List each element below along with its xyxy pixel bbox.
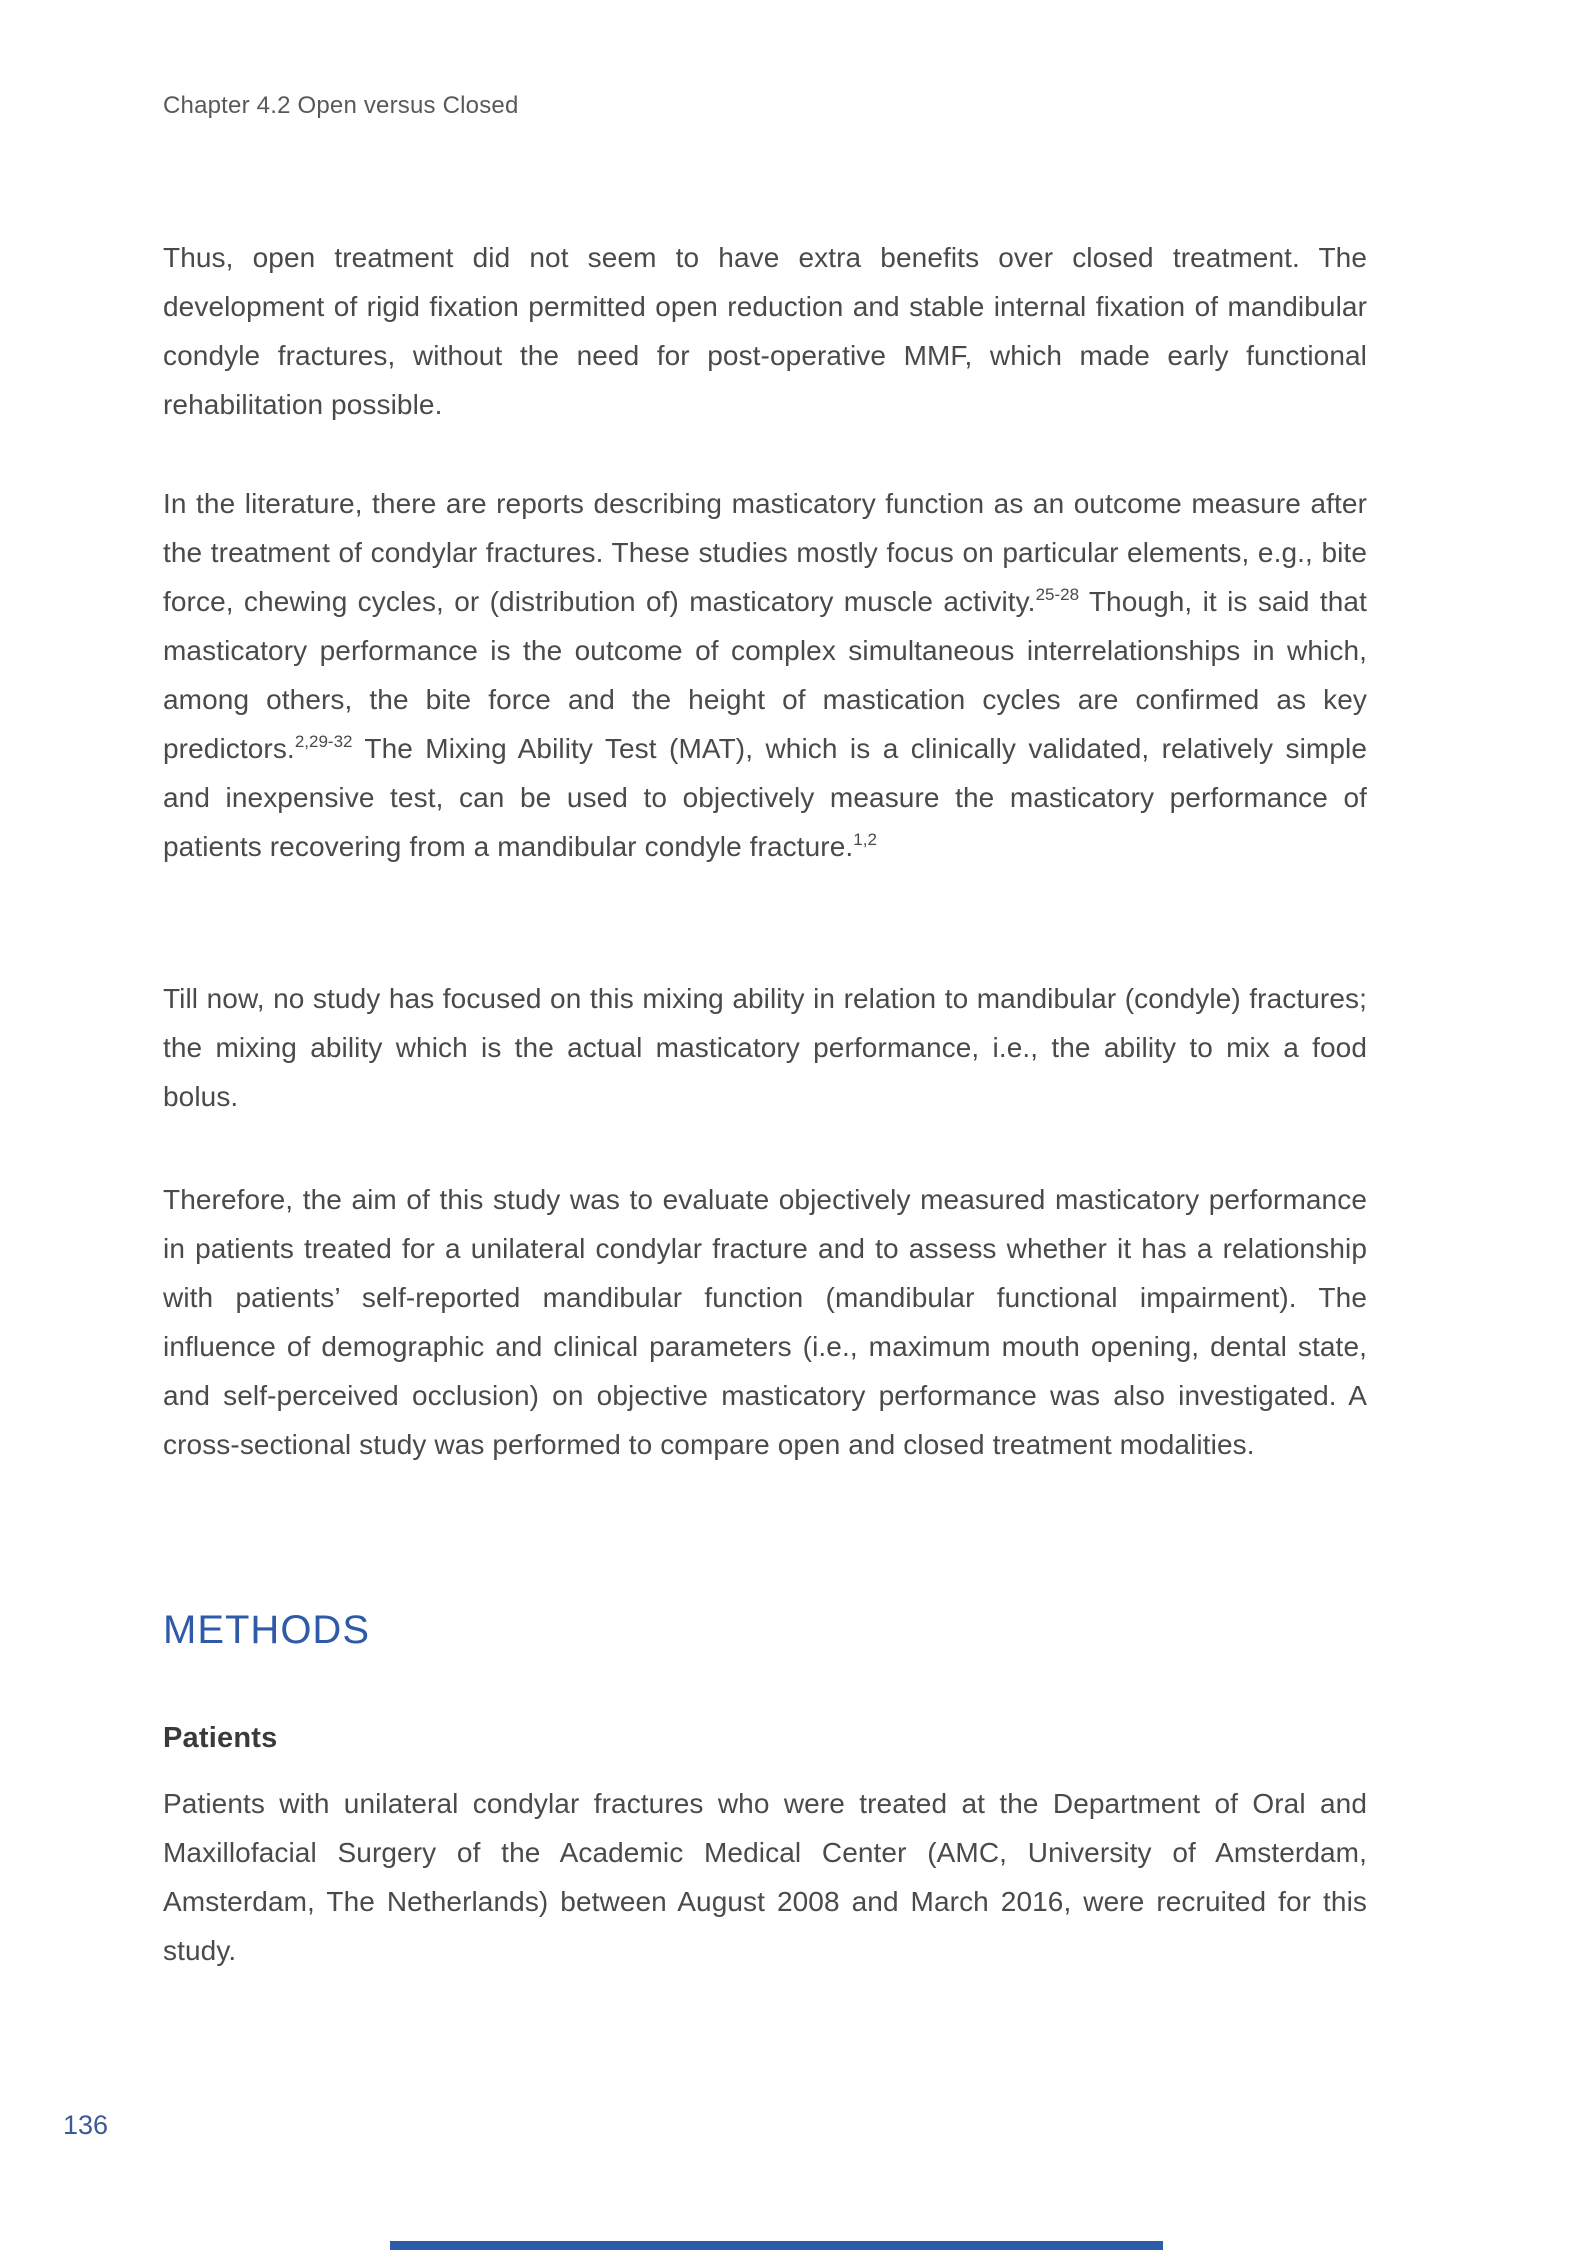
p2-segment-1: In the literature, there are reports describing masticatory function as an outcome measure after the treatment of condylar fractures. These studies mostly focus on particular elements, e.g., bite force, chewing cycles, or (distribution of) masticatory muscle activity. [163, 488, 1367, 617]
paragraph-study-aim: Therefore, the aim of this study was to evaluate objectively measured masticatory performance in patients treated for a unilateral condylar fracture and to assess whether it has a relationship with patients’ self-reported mandibular function (mandibular functional impairment). The influence of demographic and clinical parameters (i.e., maximum mouth opening, dental state, and self-perceived occlusion) on objective masticatory performance was also investigated. A cross-sectional study was performed to compare open and closed treatment modalities. [163, 1184, 1367, 1460]
p2-segment-3: The Mixing Ability Test (MAT), which is a clinically validated, relatively simple and inexpensive test, can be used to objectively measure the masticatory performance of patients recovering from a mandibular condyle fracture. [163, 733, 1368, 862]
reference-superscript: 2,29-32 [294, 732, 353, 751]
p2-segment-2: Though, it is said that masticatory performance is the outcome of complex simultaneous interrelationships in which, among others, the bite force and the height of mastication cycles are confirmed as key predictors. [163, 586, 1367, 764]
footer-accent-bar [390, 2241, 1163, 2250]
methods-section-heading: METHODS [163, 1608, 370, 1652]
reference-superscript: 25-28 [1035, 585, 1080, 604]
paragraph-literature-mat [163, 479, 1367, 871]
paragraph-patients: Patients with unilateral condylar fractures who were treated at the Department of Oral and Maxillofacial Surgery of the Academic Medical Center (AMC, University of Amsterdam, Amsterdam, The Netherlands) between August 2008 and March 2016, were recruited for this study. [163, 1788, 1367, 1966]
paragraph-mixing-ability: Till now, no study has focused on this mixing ability in relation to mandibular (condyle) fractures; the mixing ability which is the actual masticatory performance, i.e., the ability to mix a food bolus. [163, 983, 1367, 1112]
page-number: 136 [63, 2110, 109, 2140]
patients-subheading: Patients [163, 1722, 278, 1754]
running-header: Chapter 4.2 Open versus Closed [163, 92, 519, 119]
reference-superscript: 1,2 [853, 830, 877, 849]
paragraph-open-vs-closed: Thus, open treatment did not seem to have extra benefits over closed treatment. The development of rigid fixation permitted open reduction and stable internal fixation of mandibular condyle fractures, without the need for post-operative MMF, which made early functional rehabilitation possible. [163, 242, 1367, 420]
